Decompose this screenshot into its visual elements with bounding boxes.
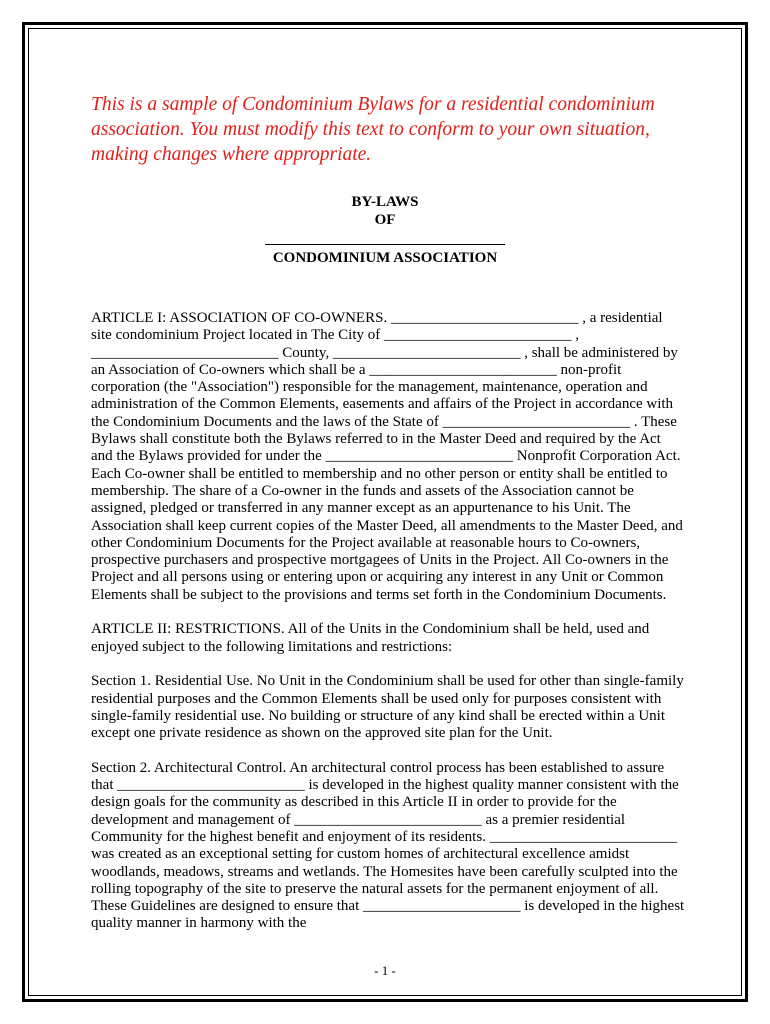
section-1-paragraph: Section 1. Residential Use. No Unit in the Condominium shall be used for other than single-family residential purposes and the Common Elements shall be used only for purposes consistent with single-family residential use. No building or structure of any kind shall be erected within a Unit except one private residence as shown on the approved site plan for the Unit. <box>91 673 684 742</box>
title-of: OF <box>374 212 396 228</box>
page-number: - 1 - <box>374 963 396 978</box>
document-title <box>91 193 679 267</box>
title-association: CONDOMINIUM ASSOCIATION <box>272 250 498 266</box>
document-page <box>91 92 691 933</box>
section-2-paragraph: Section 2. Architectural Control. An architectural control process has been established to assure that _________________________ is developed in the highest quality manner consistent with the design goals for the community as described in this Article II in order to provide for the development and management of _________________________ as a premier residential Community for the highest benefit and enjoyment of its residents. _________________________ was created as an exceptional setting for custom homes of architectural excellence amidst woodlands, meadows, streams and wetlands. The Homesites have been carefully sculpted into the rolling topography of the site to preserve the natural assets for the permanent enjoyment of all. These Guidelines are designed to ensure that _____________________ is developed in the highest quality manner in harmony with the <box>91 759 685 932</box>
article-1-paragraph: ARTICLE I: ASSOCIATION OF CO-OWNERS. _________________________ , a residential site condominium Project located in The City of _________________________ , _________________________ County, _________________________ , shall be administered by an Association of Co-owners which shall be a _________________________ non-profit corporation (the "Association") responsible for the management, maintenance, operation and administration of the Common Elements, easements and affairs of the Project in accordance with the Condominium Documents and the laws of the State of _________________________ . These Bylaws shall constitute both the Bylaws referred to in the Master Deed and required by the Act and the Bylaws provided for under the _________________________ Nonprofit Corporation Act. Each Co-owner shall be entitled to membership and no other person or entity shall be entitled to membership. The share of a Co-owner in the funds and assets of the Association cannot be assigned, pledged or transferred in any manner except as an appurtenance to his Unit. The Association shall keep current copies of the Master Deed, all amendments to the Master Deed, and other Condominium Documents for the Project available at reasonable hours to Co-owners, prospective purchasers and prospective mortgagees of Units in the Project. All Co-owners in the Project and all persons using or entering upon or acquiring any interest in any Unit or Common Elements shall be subject to the provisions and terms set forth in the Condominium Documents. <box>91 310 683 603</box>
article-2-paragraph: ARTICLE II: RESTRICTIONS. All of the Units in the Condominium shall be held, used and enjoyed subject to the following limitations and restrictions: <box>91 621 650 655</box>
title-bylaws: BY-LAWS <box>351 194 419 210</box>
association-name-blank <box>265 236 505 245</box>
sample-notice: This is a sample of Condominium Bylaws for a residential condominium association. You must modify this text to conform to your own situation, making changes where appropriate. <box>91 94 655 165</box>
